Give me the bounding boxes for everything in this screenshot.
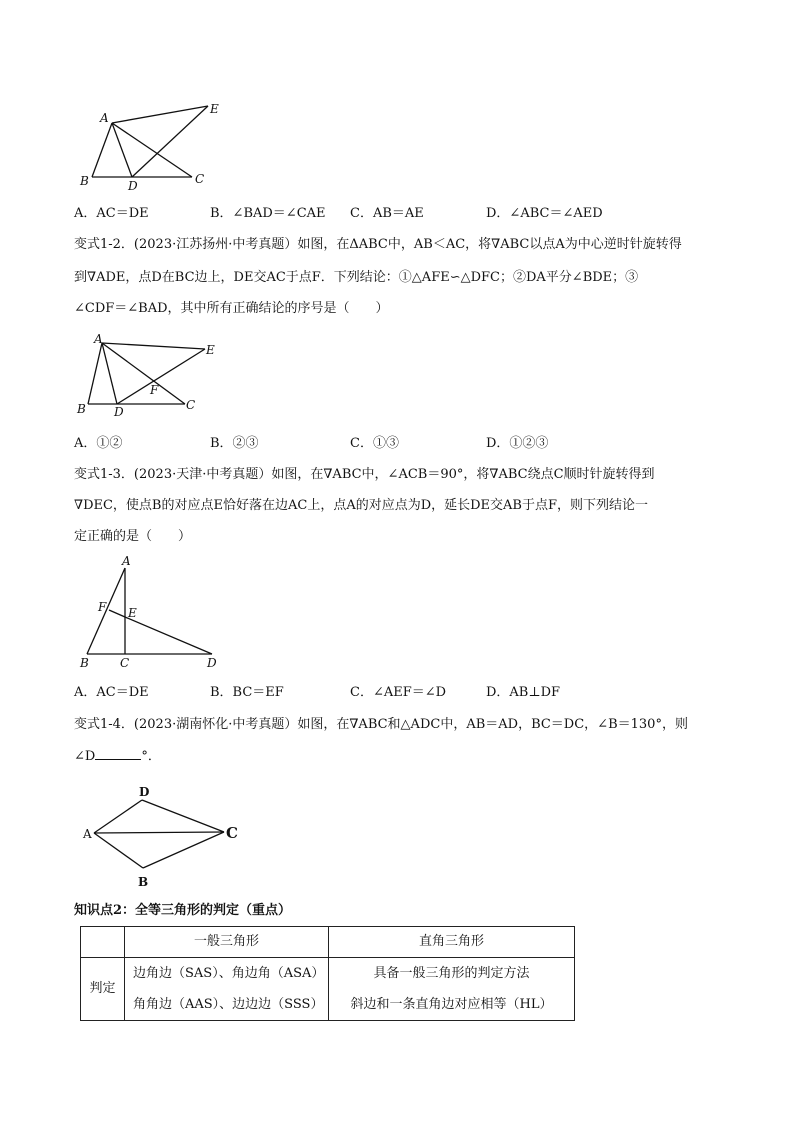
fig4-label-c: C (226, 824, 238, 842)
q4-degree-suffix: °． (141, 749, 161, 764)
general-criteria-cell (125, 958, 329, 1021)
fig3-label-a: A (122, 555, 131, 568)
fig1-label-e: E (210, 102, 219, 116)
fig1-label-b: B (80, 174, 89, 188)
general-criteria-2: 角角边（AAS）、边边边（SSS） (133, 997, 324, 1012)
fig1-label-a: A (100, 111, 109, 125)
figure-3 (72, 555, 232, 673)
header-right-triangle: 直角三角形 (329, 927, 575, 958)
q3-line-3: 定正确的是（ ） (74, 529, 192, 544)
q1-option-a[interactable]: A．AC＝DE (74, 206, 149, 221)
q2-line-1: 变式1-2．(2023·江苏扬州·中考真题）如图，在ΔABC中，AB＜AC，将∇ABC以点A为中心逆时针旋转得 (74, 237, 682, 252)
q1-option-b[interactable]: B．∠BAD＝∠CAE (210, 206, 326, 221)
table-corner-cell (81, 927, 125, 958)
q2-option-c[interactable]: C．①③ (350, 436, 399, 451)
q3-line-1: 变式1-3．(2023·天津·中考真题）如图，在∇ABC中，∠ACB＝90°，将∇ABC绕点C顺时针旋转得到 (74, 467, 655, 482)
fig1-label-c: C (195, 172, 205, 186)
q1-option-d[interactable]: D．∠ABC＝∠AED (486, 206, 603, 221)
q4-angle-d: ∠D (74, 749, 96, 764)
q2-option-a[interactable]: A．①② (74, 436, 123, 451)
q2-line-2: 到∇ADE，点D在BC边上，DE交AC于点F．下列结论：①△AFE∽△DFC；②DA平分∠BDE；③ (74, 270, 639, 285)
fig4-label-d: D (139, 785, 150, 799)
figure-4 (78, 780, 248, 892)
row-label-criteria: 判定 (81, 958, 125, 1021)
q3-option-c[interactable]: C．∠AEF＝∠D (350, 685, 447, 700)
fig3-label-b: B (80, 656, 89, 670)
q4-answer-blank[interactable] (95, 747, 141, 760)
q3-line-2: ∇DEC，使点B的对应点E恰好落在边AC上，点A的对应点为D，延长DE交AB于点F，则下列结论一 (74, 498, 648, 513)
q4-line-1: 变式1-4．(2023·湖南怀化·中考真题）如图，在∇ABC和△ADC中，AB＝AD，BC＝DC，∠B＝130°，则 (74, 717, 688, 732)
q4-line-2 (74, 747, 161, 766)
figure-2 (72, 328, 232, 420)
figure-1 (72, 98, 232, 198)
right-criteria-1: 具备一般三角形的判定方法 (373, 966, 530, 981)
general-criteria-1: 边角边（SAS）、角边角（ASA） (133, 966, 325, 981)
q3-option-a[interactable]: A．AC＝DE (74, 685, 149, 700)
right-criteria-2: 斜边和一条直角边对应相等（HL） (350, 997, 553, 1012)
fig4-label-b: B (138, 875, 149, 889)
fig2-label-f: F (150, 383, 159, 397)
q1-option-c[interactable]: C．AB＝AE (350, 206, 424, 221)
knowledge-title: 知识点2：全等三角形的判定（重点） (74, 903, 292, 918)
q2-option-b[interactable]: B．②③ (210, 436, 259, 451)
right-criteria-cell (329, 958, 575, 1021)
fig2-label-d: D (114, 405, 124, 419)
fig4-label-a: A (83, 827, 92, 841)
q3-option-d[interactable]: D．AB⊥DF (486, 685, 561, 700)
fig2-label-a: A (94, 332, 103, 346)
q2-option-d[interactable]: D．①②③ (486, 436, 549, 451)
q2-line-3: ∠CDF＝∠BAD，其中所有正确结论的序号是（ ） (74, 301, 389, 316)
fig2-label-e: E (206, 343, 215, 357)
fig3-label-c: C (120, 656, 130, 670)
fig3-label-d: D (207, 656, 217, 670)
fig3-label-f: F (98, 600, 107, 614)
knowledge-table (80, 926, 575, 1021)
fig2-label-c: C (186, 398, 196, 412)
header-general-triangle: 一般三角形 (125, 927, 329, 958)
fig1-label-d: D (128, 179, 138, 193)
fig3-label-e: E (128, 606, 137, 620)
fig2-label-b: B (77, 402, 86, 416)
q3-option-b[interactable]: B．BC＝EF (210, 685, 284, 700)
